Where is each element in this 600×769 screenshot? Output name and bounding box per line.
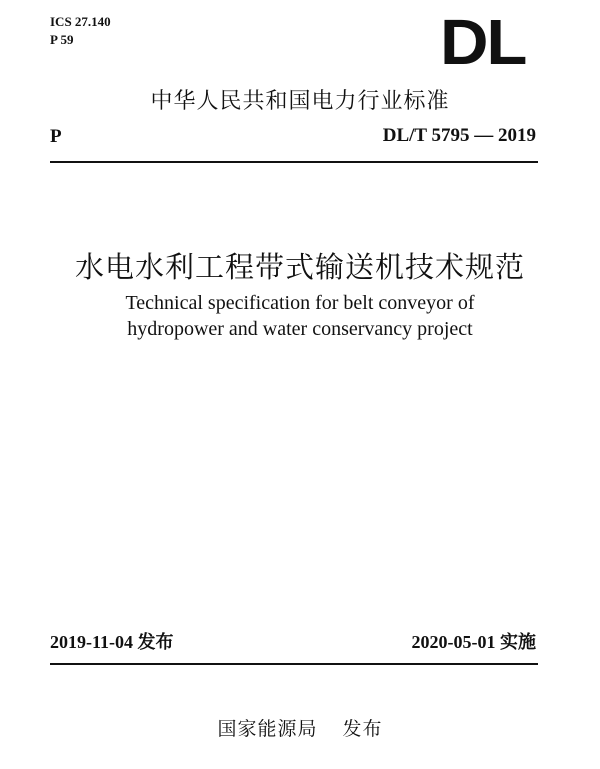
document-title-english-line1: Technical specification for belt conveyor of xyxy=(125,292,475,314)
implementation-date: 2020-05-01 实施 xyxy=(411,632,536,652)
dl-logo: DL xyxy=(440,6,526,78)
document-title-english-line2: hydropower and water conservancy project xyxy=(127,318,473,340)
standard-number: DL/T 5795 — 2019 xyxy=(382,125,536,146)
issue-date: 2019-11-04 发布 xyxy=(50,632,174,652)
standard-class: P xyxy=(50,126,62,147)
bottom-divider xyxy=(50,663,538,665)
document-title-chinese: 水电水利工程带式输送机技术规范 xyxy=(74,250,525,284)
issuing-authority: 国家能源局 发布 xyxy=(217,718,383,740)
organization-title: 中华人民共和国电力行业标准 xyxy=(150,89,450,114)
classification-code: P 59 xyxy=(50,32,74,47)
ics-code: ICS 27.140 xyxy=(50,14,111,29)
top-divider xyxy=(50,161,538,163)
